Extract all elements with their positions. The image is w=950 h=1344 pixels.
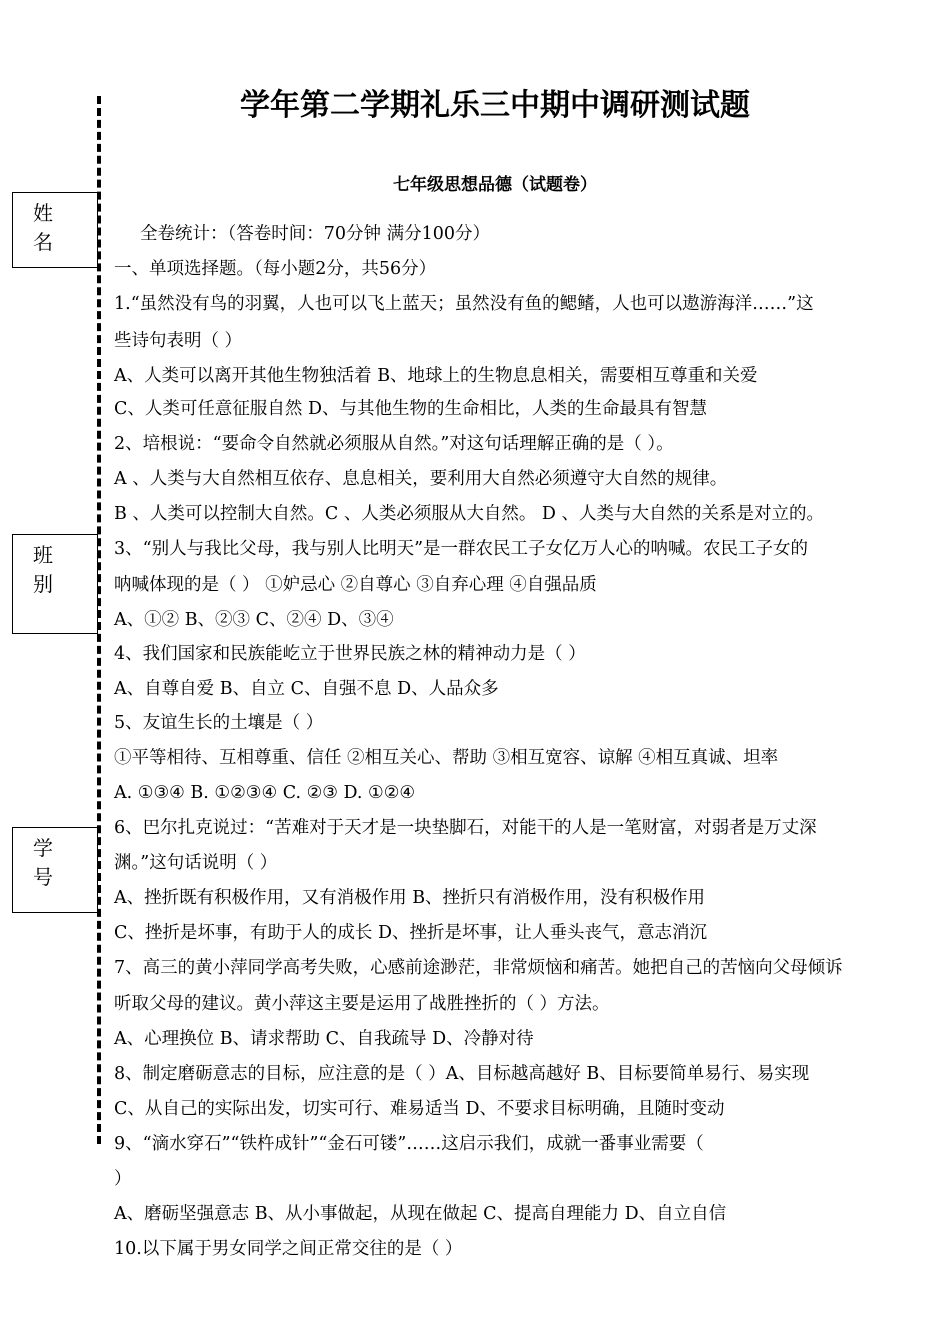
question-line: 9、“滴水穿石”“铁杵成针”“金石可镂”……这启示我们，成就一番事业需要（ (114, 1134, 704, 1154)
question-line: 2、培根说：“要命令自然就必须服从自然。”对这句话理解正确的是（ ）。 (114, 434, 674, 454)
option-line: ①平等相待、互相尊重、信任 ②相互关心、帮助 ③相互宽容、谅解 ④相互真诚、坦率 (114, 748, 779, 768)
question-line: 渊。”这句话说明（ ） (114, 853, 278, 873)
option-line: A、磨砺坚强意志 B、从小事做起，从现在做起 C、提高自理能力 D、自立自信 (114, 1204, 727, 1224)
page-subtitle: 七年级思想品德（试题卷） (393, 175, 597, 195)
question-line: 呐喊体现的是（ ） ①妒忌心 ②自尊心 ③自弃心理 ④自强品质 (114, 575, 597, 595)
option-line: A. ①③④ B. ①②③④ C. ②③ D. ①②④ (114, 783, 416, 803)
question-line: 4、我们国家和民族能屹立于世界民族之林的精神动力是（ ） (114, 644, 586, 664)
question-line: 6、巴尔扎克说过：“苦难对于天才是一块垫脚石，对能干的人是一笔财富，对弱者是万丈深 (114, 818, 817, 838)
student-number-box[interactable] (12, 827, 98, 913)
option-line: A、挫折既有积极作用，又有消极作用 B、挫折只有消极作用，没有积极作用 (114, 888, 706, 908)
question-line: 3、“别人与我比父母，我与别人比明天”是一群农民工子女亿万人心的呐喊。农民工子女的 (114, 539, 809, 559)
exam-info: 全卷统计：（答卷时间：70分钟 满分100分） (140, 224, 490, 244)
name-box[interactable] (12, 192, 98, 268)
student-number-label: 学 号 (33, 836, 59, 889)
option-line: C、从自己的实际出发，切实可行、难易适当 D、不要求目标明确，且随时变动 (114, 1099, 725, 1119)
option-line: A、人类可以离开其他生物独活着 B、地球上的生物息息相关，需要相互尊重和关爱 (114, 366, 758, 386)
question-line: 10.以下属于男女同学之间正常交往的是（ ） (114, 1239, 463, 1259)
question-line: 听取父母的建议。黄小萍这主要是运用了战胜挫折的（ ）方法。 (114, 994, 610, 1014)
question-line: 8、制定磨砺意志的目标，应注意的是（ ）A、目标越高越好 B、目标要简单易行、易实现 (114, 1064, 810, 1084)
option-line: C、挫折是坏事，有助于人的成长 D、挫折是坏事，让人垂头丧气，意志消沉 (114, 923, 707, 943)
section-heading: 一、单项选择题。（每小题2分，共56分） (114, 259, 437, 279)
option-line: A、心理换位 B、请求帮助 C、自我疏导 D、冷静对待 (114, 1029, 534, 1049)
question-line: 5、友谊生长的土壤是（ ） (114, 713, 324, 733)
name-label: 姓 名 (33, 201, 59, 254)
option-line: C、人类可任意征服自然 D、与其他生物的生命相比，人类的生命最具有智慧 (114, 399, 707, 419)
option-line: A 、人类与大自然相互依存、息息相关，要利用大自然必须遵守大自然的规律。 (114, 469, 728, 489)
question-line: ） (114, 1169, 132, 1189)
option-line: B 、人类可以控制大自然。C 、人类必须服从大自然。 D 、人类与大自然的关系是对立的。 (114, 504, 825, 524)
option-line: A、自尊自爱 B、自立 C、自强不息 D、人品众多 (114, 679, 499, 699)
page-title: 学年第二学期礼乐三中期中调研测试题 (240, 88, 750, 123)
class-box[interactable] (12, 534, 98, 634)
question-line: 些诗句表明（ ） (114, 331, 243, 351)
class-label: 班 别 (33, 543, 59, 596)
question-line: 1.“虽然没有鸟的羽翼，人也可以飞上蓝天；虽然没有鱼的鳃鳍，人也可以遨游海洋……”这 (114, 294, 814, 314)
question-line: 7、高三的黄小萍同学高考失败，心感前途渺茫，非常烦恼和痛苦。她把自己的苦恼向父母倾诉 (114, 958, 843, 978)
option-line: A、①② B、②③ C、②④ D、③④ (114, 610, 394, 630)
